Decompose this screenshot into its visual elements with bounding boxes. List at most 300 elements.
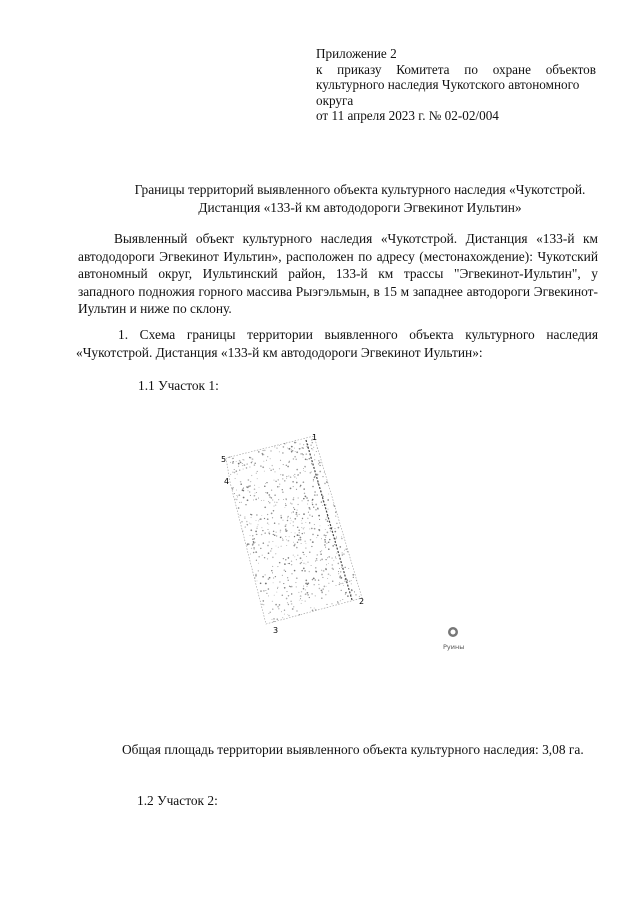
ruins-dot [254, 495, 256, 497]
ruins-dot [238, 507, 240, 509]
ruins-dot [274, 522, 275, 523]
ruins-dot [248, 486, 249, 487]
ruins-dot [297, 542, 298, 543]
ruins-dot [303, 481, 305, 483]
ruins-dot [285, 571, 286, 572]
ruins-dot [343, 553, 345, 555]
boundary-line [226, 436, 365, 624]
ruins-dot [315, 561, 316, 562]
ruins-dot [297, 510, 298, 511]
ruins-dot [316, 558, 318, 560]
ruins-dot [238, 466, 239, 467]
ruins-dot [305, 543, 306, 544]
ruins-dot [286, 465, 287, 466]
ruins-dot [341, 590, 342, 591]
ruins-dot [340, 575, 342, 577]
ruins-dot [325, 559, 326, 560]
ruins-dot [305, 564, 306, 565]
ruins-dot [270, 458, 271, 459]
ruins-dot [293, 525, 294, 526]
ruins-dot [246, 463, 248, 465]
ruins-dot [287, 448, 288, 449]
ruins-dot [334, 528, 335, 529]
ruins-dot [260, 465, 262, 467]
ruins-dot [312, 579, 313, 580]
ruins-dot [305, 458, 307, 460]
ruins-dot [255, 499, 256, 500]
ruins-dot [296, 547, 298, 549]
ruins-dot [294, 544, 295, 545]
ruins-dot [311, 565, 312, 566]
ruins-dot [276, 546, 277, 547]
ruins-dot [240, 483, 242, 485]
ruins-dot [278, 523, 279, 524]
ruins-dot [280, 515, 282, 517]
ruins-dot [298, 535, 299, 536]
ruins-dot [260, 582, 262, 584]
ruins-dot [327, 516, 328, 517]
ruins-dot [330, 530, 331, 531]
ruins-dot [270, 612, 271, 613]
ruins-dot [241, 502, 242, 503]
ruins-dot [266, 482, 267, 483]
ruins-dot [310, 445, 311, 446]
ruins-dot [324, 586, 326, 588]
ruins-dot [267, 514, 268, 515]
ruins-dot [300, 485, 302, 487]
ruins-dot [318, 515, 320, 517]
ruins-dot [250, 514, 251, 515]
ruins-dot [336, 523, 337, 524]
ruins-dot [337, 563, 339, 565]
ruins-dot [242, 465, 243, 466]
ruins-dot [299, 532, 300, 533]
ruins-dot [298, 530, 300, 532]
ruins-dot [250, 481, 251, 482]
ruins-dot [303, 448, 304, 449]
ruins-dot [232, 472, 233, 473]
ruins-dot [344, 550, 345, 551]
ruins-dot [318, 529, 319, 530]
ruins-dot [285, 559, 286, 560]
ruins-dot [296, 512, 298, 514]
ruins-dot [311, 593, 313, 595]
ruins-dot [320, 560, 321, 561]
document-title-line-2: Дистанция «133-й км автододороги Эгвекинот Иультин» [198, 200, 522, 215]
ruins-dot [269, 541, 270, 542]
ruins-dot [272, 500, 273, 501]
ruins-dot [321, 559, 323, 561]
ruins-dot [256, 534, 257, 535]
ruins-dot [234, 469, 235, 470]
ruins-dot [294, 476, 295, 477]
ruins-dot [267, 456, 268, 457]
ruins-dot [233, 461, 234, 462]
ruins-dot [300, 486, 301, 487]
ruins-dot [283, 499, 284, 500]
ruins-dot [282, 575, 283, 576]
ruins-dot [233, 487, 234, 488]
boundary-scheme-paragraph: 1. Схема границы территории выявленного объекта культурного наследия «Чукотстрой. Дистанция «133-й км автододороги Эгвекинот Иультин»: [76, 327, 598, 360]
ruins-dot [264, 532, 266, 534]
ruins-dot [256, 492, 257, 493]
ruins-dot [280, 531, 281, 532]
ruins-dot [264, 450, 266, 452]
ruins-dot [318, 580, 319, 581]
ruins-dot [299, 448, 301, 450]
ruins-dot [276, 532, 277, 533]
ruins-dot [307, 518, 308, 519]
ruins-dot [268, 501, 269, 502]
ruins-dot [333, 505, 334, 506]
ruins-dot [294, 518, 296, 520]
ruins-dot [319, 519, 320, 520]
ruins-dot [314, 459, 315, 460]
ruins-dot [291, 449, 292, 450]
ruins-dot [251, 548, 252, 549]
ruins-dot [293, 555, 294, 556]
ruins-dot [246, 521, 248, 523]
ruins-dot [324, 544, 325, 545]
ruins-dot [349, 581, 350, 582]
annex-date-line: от 11 апреля 2023 г. № 02-02/004 [316, 108, 499, 124]
ruins-dot [346, 592, 347, 593]
ruins-dot [326, 604, 327, 605]
ruins-dot [347, 580, 348, 581]
ruins-dot [328, 563, 329, 564]
ruins-dot [291, 586, 293, 588]
ruins-dot [258, 520, 259, 521]
ruins-dot [316, 451, 317, 452]
ruins-dot [336, 536, 337, 537]
ruins-dot [307, 592, 309, 594]
ruins-dot [328, 548, 330, 550]
ruins-dot [281, 611, 282, 612]
ruins-dot [282, 452, 283, 453]
ruins-dot [306, 556, 307, 557]
ruins-dot [340, 600, 341, 601]
ruins-dot [285, 498, 286, 499]
ruins-dot [332, 545, 334, 547]
ruins-dot [243, 469, 244, 470]
ruins-dot [265, 590, 266, 591]
ruins-dot [257, 471, 258, 472]
ruins-dot [279, 445, 280, 446]
ruins-dot [285, 525, 287, 527]
ruins-dot [277, 587, 278, 588]
ruins-dot [284, 569, 286, 571]
ruins-dot [253, 541, 255, 543]
ruins-dot [347, 551, 348, 552]
ruins-dot [296, 610, 298, 612]
ruins-dot [273, 582, 274, 583]
ruins-dot [291, 503, 292, 504]
ruins-dot [288, 604, 289, 605]
ruins-dot [321, 592, 322, 593]
ruins-dot [273, 577, 274, 578]
ruins-dot [285, 524, 286, 525]
ruins-dot [268, 552, 270, 554]
ruins-dot [295, 451, 296, 452]
ruins-dot [278, 499, 279, 500]
ruins-dot [288, 462, 289, 463]
ruins-dot [303, 528, 304, 529]
ruins-dot [256, 560, 257, 561]
ruins-dot [324, 483, 326, 485]
ruins-dot [255, 542, 256, 543]
ruins-dot [310, 472, 311, 473]
road-edge-line [306, 440, 352, 600]
ruins-dot [283, 446, 285, 448]
annex-block [316, 46, 596, 124]
ruins-dot [258, 544, 259, 545]
ruins-dot [284, 610, 285, 611]
ruins-dot [315, 595, 316, 596]
ruins-dot [291, 513, 292, 514]
ruins-dot [262, 453, 264, 455]
ruins-dot [309, 552, 310, 553]
ruins-dot [301, 603, 302, 604]
ruins-dot [249, 466, 250, 467]
ruins-dot [287, 466, 289, 468]
ruins-dot [287, 516, 289, 518]
ruins-dot [253, 552, 254, 553]
ruins-dot [293, 458, 294, 459]
ruins-dot [336, 537, 337, 538]
ruins-dot [253, 500, 254, 501]
ruins-dot [307, 562, 308, 563]
ruins-dot [300, 472, 301, 473]
ruins-dot [294, 537, 295, 538]
ruins-dot [272, 570, 273, 571]
ruins-dot [313, 480, 314, 481]
ruins-dot [309, 528, 310, 529]
ruins-dot [313, 479, 314, 480]
ruins-dot [288, 540, 290, 542]
ruins-dot [302, 454, 303, 455]
ruins-dot [265, 483, 266, 484]
ruins-dot [296, 451, 298, 453]
ruins-dot [314, 476, 316, 478]
ruins-dot [252, 543, 254, 545]
ruins-dot [296, 469, 298, 471]
ruins-dot [321, 538, 322, 539]
ruins-dot [264, 485, 266, 487]
ruins-dot [290, 488, 292, 490]
ruins-dot [311, 546, 312, 547]
ruins-dot [258, 524, 259, 525]
ruins-dot [279, 581, 280, 582]
ruins-dot [294, 456, 296, 458]
ruins-dot [312, 610, 314, 612]
ruins-dot [267, 545, 269, 547]
ruins-dot [282, 474, 284, 476]
ruins-dot [300, 557, 302, 559]
ruins-dot [327, 578, 328, 579]
ruins-dot [339, 546, 341, 548]
ruins-dot [321, 590, 323, 592]
ruins-dot [264, 506, 266, 508]
ruins-dot [273, 480, 274, 481]
ruins-dot [248, 479, 250, 481]
ruins-dot [236, 490, 237, 491]
ruins-dot [238, 495, 239, 496]
ruins-dot [314, 455, 315, 456]
ruins-dot [296, 586, 297, 587]
ruins-dot [258, 570, 259, 571]
ruins-dot [305, 548, 306, 549]
section-1-2-heading: 1.2 Участок 2: [137, 793, 218, 808]
ruins-dot [278, 608, 279, 609]
ruins-dot [258, 451, 260, 453]
ruins-dot [328, 525, 329, 526]
ruins-dot [303, 498, 305, 500]
ruins-dot [343, 585, 344, 586]
ruins-dot [293, 507, 294, 508]
ruins-dot [320, 525, 321, 526]
site-boundary-map [100, 410, 520, 670]
ruins-dot [297, 527, 299, 529]
ruins-dot [237, 496, 238, 497]
ruins-dot [310, 539, 312, 541]
ruins-dot [276, 535, 277, 536]
ruins-dot [279, 486, 280, 487]
ruins-dot [266, 593, 267, 594]
ruins-dot [346, 549, 347, 550]
ruins-dot [260, 518, 261, 519]
ruins-dot [297, 514, 298, 515]
annex-okrug-line: округа [316, 92, 354, 108]
ruins-dot [311, 472, 312, 473]
ruins-dot [269, 532, 270, 533]
ruins-dot [255, 493, 256, 494]
ruins-dot [263, 454, 264, 455]
ruins-dot [251, 517, 252, 518]
ruins-dot [283, 464, 284, 465]
ruins-dot [348, 568, 349, 569]
ruins-dot [320, 551, 321, 552]
ruins-dot [309, 597, 310, 598]
ruins-dot [255, 531, 257, 533]
ruins-dot [338, 573, 339, 574]
annex-title: Приложение 2 [316, 46, 397, 61]
ruins-dot [272, 557, 274, 559]
ruins-dot [265, 492, 266, 493]
ruins-dot [288, 563, 289, 564]
ruins-dot [283, 583, 284, 584]
ruins-dot [306, 446, 307, 447]
ruins-dot [296, 514, 297, 515]
ruins-dot [305, 471, 306, 472]
ruins-dot [326, 586, 327, 587]
ruins-dot [323, 570, 325, 572]
ruins-dot [243, 497, 245, 499]
ruins-dot [262, 555, 263, 556]
ruins-dot [254, 464, 255, 465]
ruins-dot [302, 453, 303, 454]
point-label-2: 2 [359, 597, 365, 606]
ruins-dot [322, 496, 324, 498]
ruins-dot [257, 478, 258, 479]
ruins-dot [244, 516, 245, 517]
ruins-dot [260, 548, 261, 549]
annex-committee-line: культурного наследия Чукотского автономного [316, 77, 580, 93]
ruins-dot [274, 502, 275, 503]
ruins-dot [298, 497, 299, 498]
ruins-dot [273, 531, 274, 532]
ruins-dot [273, 534, 274, 535]
ruins-dot [289, 448, 291, 450]
ruins-dot [313, 507, 314, 508]
ruins-dot [303, 457, 304, 458]
ruins-dot [286, 539, 287, 540]
ruins-dot [252, 458, 254, 460]
ruins-dot [265, 583, 267, 585]
ruins-dot [278, 479, 279, 480]
ruins-dot [318, 584, 319, 585]
ruins-dot [300, 563, 302, 565]
ruins-dot [263, 604, 264, 605]
ruins-dot [302, 518, 303, 519]
ruins-dot [310, 607, 311, 608]
ruins-dot [251, 475, 252, 476]
ruins-dot [307, 500, 309, 502]
ruins-dot [254, 485, 255, 486]
ruins-dot [276, 592, 277, 593]
ruins-dot [335, 557, 336, 558]
ruins-dot [263, 461, 264, 462]
ruins-dot [300, 448, 301, 449]
ruins-dot [230, 474, 231, 475]
ruins-dot [309, 515, 310, 516]
ruins-dot [239, 494, 240, 495]
ruins-dot [276, 447, 277, 448]
ruins-dot [292, 481, 294, 483]
ruins-dot [277, 486, 279, 488]
ruins-dot [272, 465, 273, 466]
ruins-dot [291, 561, 292, 562]
ruins-dot [317, 508, 318, 509]
ruins-dot [236, 470, 238, 472]
ruins-dot [292, 608, 294, 610]
ruins-dot [289, 563, 290, 564]
ruins-dot [257, 580, 258, 581]
ruins-dot [238, 463, 240, 465]
ruins-dot [269, 533, 270, 534]
ruins-dot [335, 515, 336, 516]
total-area-text: Общая площадь территории выявленного объекта культурного наследия: 3,08 га. [122, 742, 584, 757]
ruins-dot [291, 451, 293, 453]
ruins-dot [284, 614, 285, 615]
ruins-dot [324, 539, 326, 541]
ruins-dot [287, 614, 288, 615]
ruins-dot [325, 535, 326, 536]
ruins-dot [282, 617, 283, 618]
ruins-dot [322, 505, 323, 506]
ruins-dot [269, 502, 271, 504]
ruins-dot [312, 502, 313, 503]
ruins-dot [303, 552, 304, 553]
ruins-dot [301, 570, 303, 572]
ruins-dot [297, 555, 298, 556]
ruins-dot [263, 590, 264, 591]
ruins-dot [297, 534, 299, 536]
ruins-dot [275, 576, 276, 577]
ruins-dot [240, 461, 242, 463]
ruins-dot [282, 538, 283, 539]
ruins-dot [267, 558, 268, 559]
ruins-dot [311, 528, 313, 530]
